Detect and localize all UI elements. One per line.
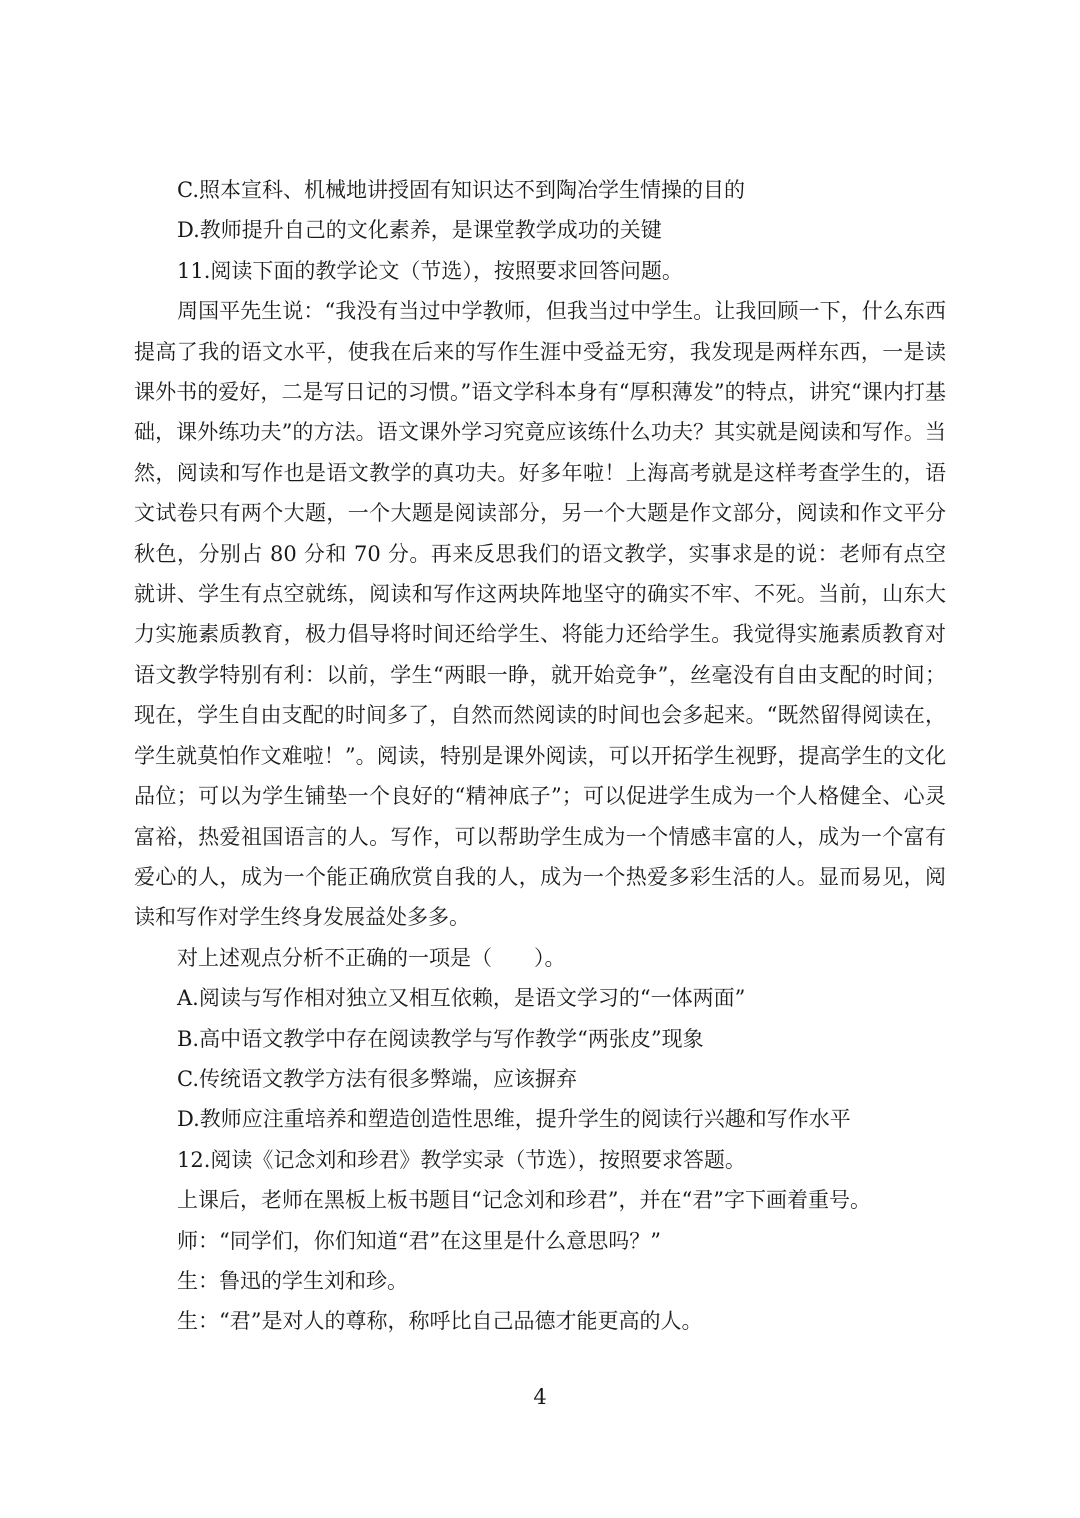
option-d-q11: D.教师应注重培养和塑造创造性思维，提升学生的阅读行兴趣和写作水平 <box>177 1107 851 1132</box>
option-c-q10: C.照本宣科、机械地讲授固有知识达不到陶冶学生情操的目的 <box>177 178 745 202</box>
transcript-line: 生：“君”是对人的尊称，称呼比自己品德才能更高的人。 <box>177 1309 703 1334</box>
option-b-q11: B.高中语文教学中存在阅读教学与写作教学“两张皮”现象 <box>177 1026 704 1051</box>
transcript-line: 生：鲁迅的学生刘和珍。 <box>177 1268 408 1293</box>
question-11-prompt: 对上述观点分析不正确的一项是（ ）。 <box>177 945 566 970</box>
page-number: 4 <box>533 1385 547 1409</box>
question-12-stem: 12.阅读《记念刘和珍君》教学实录（节选），按照要求答题。 <box>177 1147 746 1172</box>
option-d-q10: D.教师提升自己的文化素养，是课堂教学成功的关键 <box>177 218 662 243</box>
passage-paragraph: 周国平先生说：“我没有当过中学教师，但我当过中学生。让我回顾一下，什么东西提高了我的语文水平，使我在后来的写作生涯中受益无穷，我发现是两样东西，一是读课外书的爱好，二是写日记的习惯。”语文学科本身有“厚积薄发”的特点，讲究“课内打基础，课外练功夫”的方法。语文课外学习究竟应该练什么功夫？其实就是阅读和写作。当然，阅读和写作也是语文教学的真功夫。好多年啦！上海高考就是这样考查学生的，语文试卷只有两个大题，一个大题是阅读部分，另一个大题是作文部分，阅读和作文平分秋色，分别占 80 分和 70 分。再来反思我们的语文教学，实事求是的说：老师有点空就讲、学生有点空就练，阅读和写作这两块阵地坚守的确实不牢、不死。当前，山东大力实施素质教育，极力倡导将时间还给学生、将能力还给学生。我觉得实施素质教育对语文教学特别有利：以前，学生“两眼一睁，就开始竞争”，丝毫没有自由支配的时间；现在，学生自由支配的时间多了，自然而然阅读的时间也会多起来。“既然留得阅读在，学生就莫怕作文难啦！”。阅读，特别是课外阅读，可以开拓学生视野，提高学生的文化品位；可以为学生铺垫一个良好的“精神底子”；可以促进学生成为一个人格健全、心灵富裕，热爱祖国语言的人。写作，可以帮助学生成为一个情感丰富的人，成为一个富有爱心的人，成为一个能正确欣赏自我的人，成为一个热爱多彩生活的人。显而易见，阅读和写作对学生终身发展益处多多。 <box>134 299 946 930</box>
transcript-line: 师：“同学们，你们知道“君”在这里是什么意思吗？” <box>177 1228 661 1253</box>
page-content <box>134 170 946 1342</box>
transcript-line: 上课后，老师在黑板上板书题目“记念刘和珍君”，并在“君”字下画着重号。 <box>177 1188 871 1213</box>
question-11-stem: 11.阅读下面的教学论文（节选），按照要求回答问题。 <box>177 258 683 283</box>
option-c-q11: C.传统语文教学方法有很多弊端，应该摒弃 <box>177 1066 577 1091</box>
option-a-q11: A.阅读与写作相对独立又相互依赖，是语文学习的“一体两面” <box>177 986 746 1011</box>
